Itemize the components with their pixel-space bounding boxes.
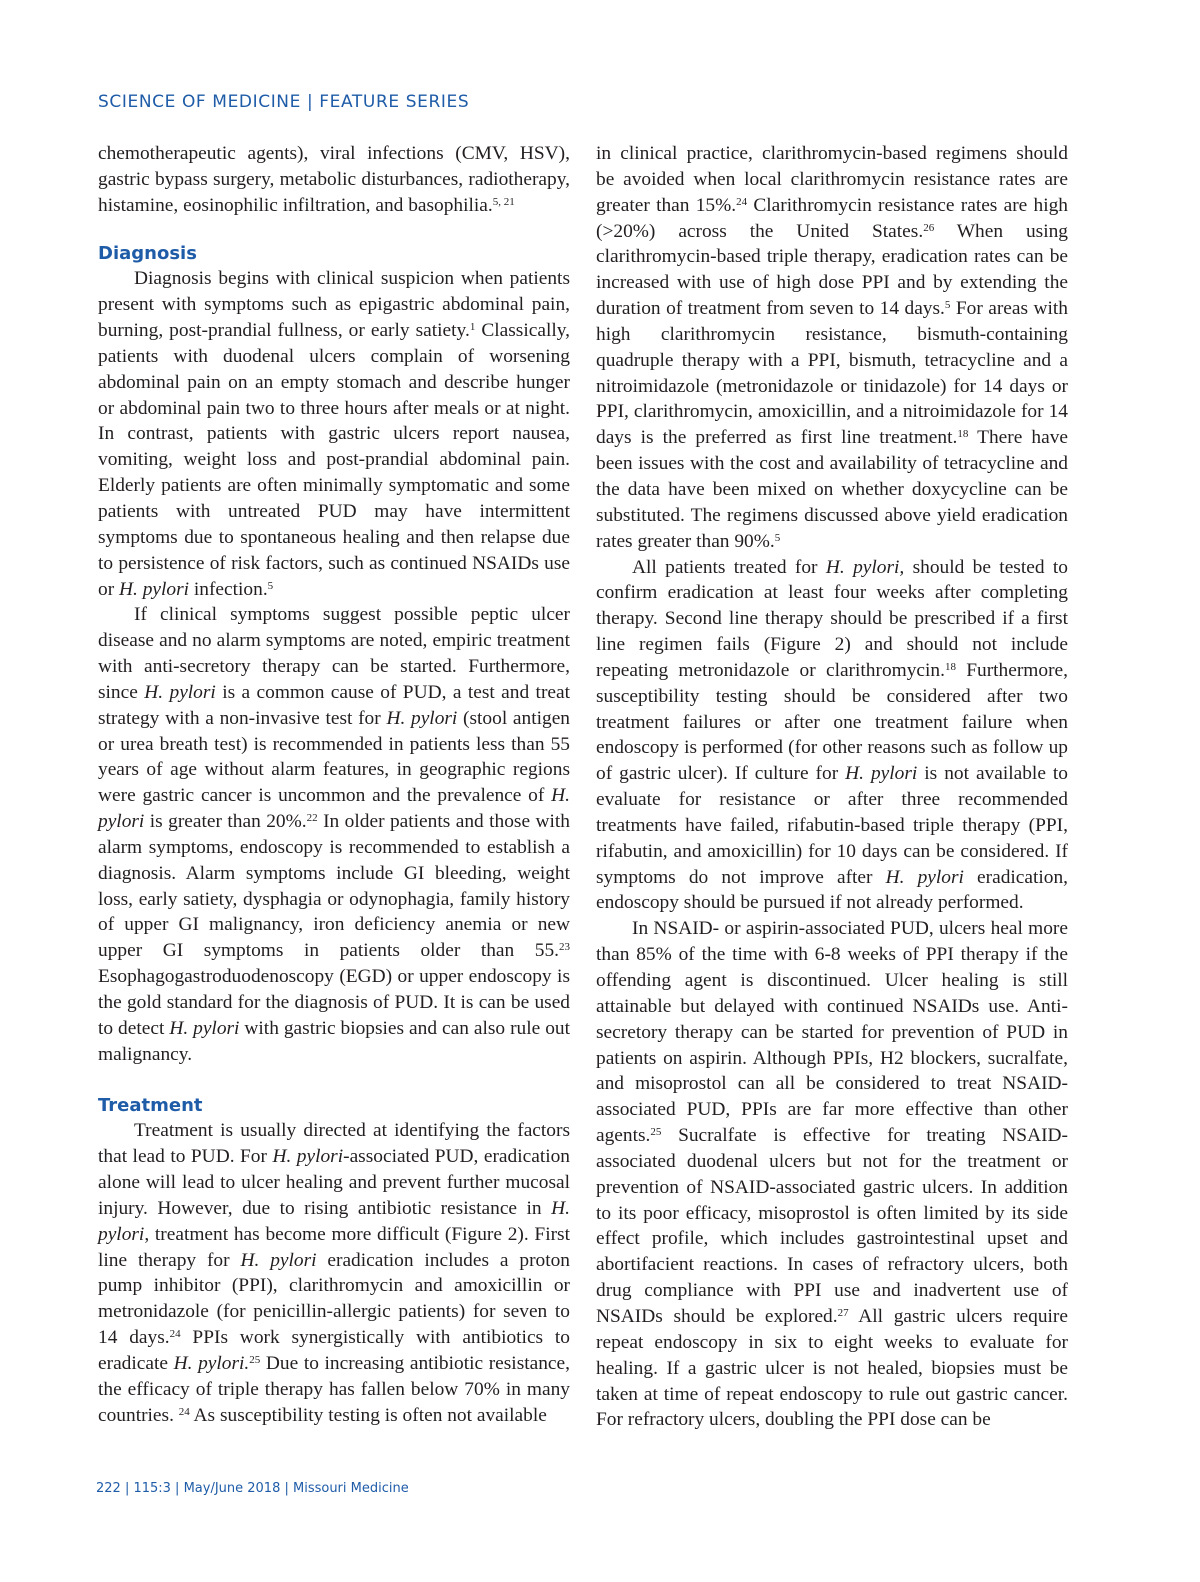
italic-term: H. pylori	[98, 785, 570, 833]
citation-superscript: 22	[306, 812, 318, 825]
italic-term: H. pylori	[169, 1017, 240, 1039]
citation-superscript: 27	[837, 1306, 849, 1319]
italic-term: H. pylori	[386, 707, 458, 729]
diagnosis-paragraph-2: If clinical symptoms suggest possible peptic ulcer disease and no alarm symptoms are noted, empiric treatment with anti-secretory therapy can be started. Furthermore, since H. pylori is a common cause of PUD, a test and treat strategy with a non-invasive test for H. pylori (stool antigen or urea breath test) is recommended in patients less than 55 years of age without alarm features, in geographic regions were gastric cancer is uncommon and the prevalence of H. pylori is greater than 20%.$^{22}$ In older patients and those with alarm symptoms, endoscopy is recommended to establish a diagnosis. Alarm symptoms include GI bleeding, weight loss, early satiety, dysphagia or odynophagia, family history of upper GI malignancy, iron deficiency anemia or new upper GI symptoms in patients older than 55.23 Esophagogastroduodenoscopy (EGD) or upper endoscopy is the gold standard for the diagnosis of PUD. It is can be used to detect H. pylori with gastric biopsies and can also rule out malignancy.	[98, 604, 571, 1065]
italic-term: H. pylori	[272, 1146, 344, 1168]
right-paragraph-1: in clinical practice, clarithromycin-based regimens should be avoided when local clarithromycin resistance rates are greater than 15%.$^{24}$ Clarithromycin resistance rates are high (>20%) across the United States.$^{26}$ When using clarithromycin-based triple therapy, eradication rates can be increased with use of high dose PPI and by extending the duration of treatment from seven to 14 days.$^5$ For areas with high clarithromycin resistance, bismuth-containing quadruple therapy with a PPI, bismuth, tetracycline and a nitroimidazole (metronidazole or tinidazole) for 14 days or PPI, clarithromycin, amoxicillin, and a nitroimidazole for 14 days is the preferred as first line treatment.$^{18}$ There have been issues with the cost and availability of tetracycline and the data have been mixed on whether doxycycline can be substituted. The regimens discussed above yield eradication rates greater than 90%.$^5$	[596, 143, 1069, 552]
citation-superscript: 24	[178, 1405, 190, 1418]
italic-term: H. pylori	[845, 763, 918, 785]
italic-term: H. pylori	[885, 866, 964, 888]
italic-term: H. pylori	[119, 578, 190, 600]
italic-term: H. pylori.	[173, 1352, 250, 1374]
citation-superscript: 18	[957, 428, 969, 441]
citation-superscript: 24	[736, 195, 748, 208]
diagnosis-paragraph-1: Diagnosis begins with clinical suspicion when patients present with symptoms such as epigastric abdominal pain, burning, post-prandial fullness, or early satiety.$^1$ Classically, patients with duodenal ulcers complain of worsening abdominal pain on an empty stomach and describe hunger or abdominal pain two to three hours after meals or at night. In contrast, patients with gastric ulcers report nausea, vomiting, weight loss and post-prandial abdominal pain. Elderly patients are often minimally symptomatic and some patients with untreated PUD may have intermittent symptoms due to spontaneous healing and then relapse due to persistence of risk factors, such as continued NSAIDs use or H. pylori infection.$^5$	[98, 268, 570, 600]
right-paragraph-2: All patients treated for H. pylori, should be tested to confirm eradication at least four weeks after completing therapy. Second line therapy should be prescribed if a first line regimen fails (Figure 2) and should not include repeating metronidazole or clarithromycin.$^{18}$ Furthermore, susceptibility testing should be considered after two treatment failures or after one treatment failure when endoscopy is performed (for other reasons such as follow up of gastric ulcer). If culture for H. pylori is not available to evaluate for resistance or after three recommended treatments have failed, rifabutin-based triple therapy (PPI, rifabutin, and amoxicillin) for 10 days can be considered. If symptoms do not improve after H. pylori eradication, endoscopy should be pursued if not already performed.	[596, 556, 1068, 914]
left-column	[98, 141, 570, 1429]
intro-paragraph: chemotherapeutic agents), viral infections (CMV, HSV), gastric bypass surgery, metabolic disturbances, radiotherapy, histamine, eosinophilic infiltration, and basophilia.$^{5, 21}$	[98, 143, 570, 216]
italic-term: H. pylori,	[825, 556, 905, 578]
page-footer: 222 | 115:3 | May/June 2018 | Missouri Medicine	[96, 1481, 409, 1496]
right-column	[596, 141, 1068, 1433]
citation-superscript: 24	[169, 1328, 181, 1341]
italic-term: H. pylori	[240, 1249, 317, 1271]
treatment-heading: Treatment	[98, 1094, 203, 1116]
italic-term: H. pylori	[144, 681, 216, 703]
citation-superscript: 23	[559, 941, 570, 954]
citation-superscript: 5	[774, 531, 781, 544]
citation-superscript: 25	[650, 1126, 662, 1139]
right-paragraph-3: In NSAID- or aspirin-associated PUD, ulcers heal more than 85% of the time with 6-8 weeks of PPI therapy if the offending agent is discontinued. Ulcer healing is still attainable but delayed with continued NSAIDs use. Anti-secretory therapy can be started for prevention of PUD in patients on aspirin. Although PPIs, H2 blockers, sucralfate, and misoprostol can all be considered to treat NSAID-associated PUD, PPIs are far more effective than other agents.$^{25}$ Sucralfate is effective for treating NSAID-associated duodenal ulcers but not for the treatment or prevention of NSAID-associated gastric ulcers. In addition to its poor efficacy, misoprostol is often limited by its side effect profile, which includes gastrointestinal upset and abortifacient reactions. In cases of refractory ulcers, both drug compliance with PPI use and inadvertent use of NSAIDs should be explored.$^{27}$ All gastric ulcers require repeat endoscopy in six to eight weeks to evaluate for healing. If a gastric ulcer is not healed, biopsies must be taken at time of repeat endoscopy to rule out gastric cancer. For refractory ulcers, doubling the PPI dose can be	[596, 918, 1069, 1431]
citation-superscript: 26	[923, 221, 935, 234]
citation-superscript: 18	[944, 660, 956, 673]
running-header: SCIENCE OF MEDICINE | FEATURE SERIES	[98, 92, 470, 112]
treatment-paragraph-1: Treatment is usually directed at identifying the factors that lead to PUD. For H. pylori-associated PUD, eradication alone will lead to ulcer healing and prevent further mucosal injury. However, due to rising antibiotic resistance in H. pylori, treatment has become more difficult (Figure 2). First line therapy for H. pylori eradication includes a proton pump inhibitor (PPI), clarithromycin and amoxicillin or metronidazole (for penicillin-allergic patients) for seven to 14 days.$^{24}$ PPIs work synergistically with antibiotics to eradicate H. pylori.$^{25}$ Due to increasing antibiotic resistance, the efficacy of triple therapy has fallen below 70% in many countries. $^{24}$ As susceptibility testing is often not available	[98, 1120, 570, 1426]
citation-superscript: 1	[469, 321, 476, 334]
citation-superscript: 25	[249, 1353, 261, 1366]
diagnosis-heading: Diagnosis	[98, 242, 197, 264]
citation-superscript: 5	[267, 579, 274, 592]
citation-superscript: 5, 21	[492, 195, 515, 208]
italic-term: H. pylori	[98, 1197, 570, 1245]
citation-superscript: 5	[944, 299, 951, 312]
